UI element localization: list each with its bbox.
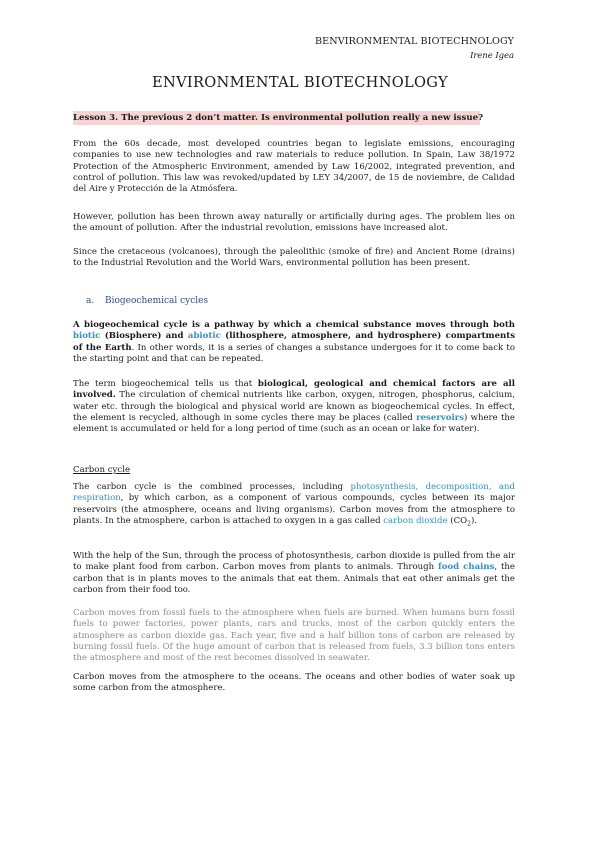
running-header-title: BENVIRONMENTAL BIOTECHNOLOGY <box>314 36 514 47</box>
carbon-mid: , by which carbon, as a component of various compounds, cycles between its major reservoirs (the atmosphere, oceans and living organisms). Carbon moves from the atmosphere to plants. In the atmosphere, carbon is attached to oxygen in a gas called <box>73 493 515 527</box>
carbon-formula-close: ). <box>470 516 478 527</box>
term-end: ) where the element is accumulated or held for a long period of time (such as an ocean or lake for water). <box>73 413 515 435</box>
definition-end: (lithosphere, atmosphere, and hydrosphere) compartments of the Earth <box>73 331 516 353</box>
paragraph-biogeochemical-term <box>73 379 515 436</box>
carbon-cycle-heading: Carbon cycle <box>73 465 131 475</box>
paragraph-biogeochemical-definition <box>73 320 515 365</box>
section-number: a. <box>86 296 95 306</box>
carbon-formula-subscript: 2 <box>467 520 471 528</box>
document-title: ENVIRONMENTAL BIOTECHNOLOGY <box>152 74 448 91</box>
term-abiotic: abiotic <box>187 331 221 342</box>
running-header-author: Irene Igea <box>470 50 514 60</box>
photosynthesis-lead: With the help of the Sun, through the process of photosynthesis, carbon dioxide is pulled from the air to make plant food from carbon. Carbon moves from plants to animals. Through <box>73 551 515 573</box>
definition-lead: A biogeochemical cycle is a pathway by which a chemical substance moves through both <box>73 320 515 330</box>
paragraph-legislation: From the 60s decade, most developed countries began to legislate emissions, encouraging companies to use new technologies and raw materials to reduce pollution. In Spain, Law 38/1972 Protection of the Atmospheric Environment, amended by Law 16/2002, integrated prevention, and control of pollution. This law was revoked/updated by LEY 34/2007, de 15 de noviembre, de Calidad del Aire y Protección de la Atmósfera. <box>73 139 515 195</box>
paragraph-history: Since the cretaceous (volcanoes), through the paleolithic (smoke of fire) and Ancient Rome (drains) to the Industrial Revolution and the World Wars, environmental pollution has been present. <box>73 247 515 269</box>
paragraph-oceans: Carbon moves from the atmosphere to the oceans. The oceans and other bodies of water soak up some carbon from the atmosphere. <box>73 672 515 694</box>
term-food-chains: food chains <box>438 562 495 573</box>
carbon-lead: The carbon cycle is the combined processes, including <box>73 482 351 492</box>
term-reservoirs: reservoirs <box>416 413 464 424</box>
term-carbon-dioxide: carbon dioxide <box>383 516 448 527</box>
paragraph-pollution-amount: However, pollution has been thrown away naturally or artificially during ages. The problem lies on the amount of pollution. After the industrial revolution, emissions have increased alot. <box>73 212 515 234</box>
term-lead: The term biogeochemical tells us that <box>73 379 258 389</box>
carbon-formula-open: (CO <box>447 516 468 527</box>
paragraph-carbon-cycle <box>73 482 515 530</box>
definition-mid: (Biosphere) and <box>100 331 188 342</box>
term-biotic: biotic <box>73 331 101 342</box>
paragraph-photosynthesis <box>73 551 515 596</box>
lesson-heading: Lesson 3. The previous 2 don’t matter. Is environmental pollution really a new issue? <box>73 113 484 123</box>
term-processes: photosynthesis, decomposition, and respiration <box>73 482 515 504</box>
term-mid: The circulation of chemical nutrients like carbon, oxygen, nitrogen, phosphorus, calcium, water etc. through the biological and physical world are known as biogeochemical cycles. In effect, the element is recycled, although in some cycles there may be places (called <box>73 390 515 424</box>
term-factors: biological, geological and chemical factors are all involved. <box>73 379 515 401</box>
photosynthesis-end: , the carbon that is in plants moves to the animals that eat them. Animals that eat other animals get the carbon from their food too. <box>73 562 515 596</box>
definition-rest: . In other words, it is a series of changes a substance undergoes for it to come back to the starting point and that can be repeated. <box>73 342 515 365</box>
section-title: Biogeochemical cycles <box>105 296 209 306</box>
paragraph-fossil-fuels: Carbon moves from fossil fuels to the atmosphere when fuels are burned. When humans burn fossil fuels to power factories, power plants, cars and trucks, most of the carbon quickly enters the atmosphere as carbon dioxide gas. Each year, five and a half billion tons of carbon are released by burning fossil fuels. Of the huge amount of carbon that is released from fuels, 3.3 billion tons enters the atmosphere and most of the rest becomes dissolved in seawater. <box>73 608 515 664</box>
section-heading-biogeochemical <box>86 296 528 306</box>
